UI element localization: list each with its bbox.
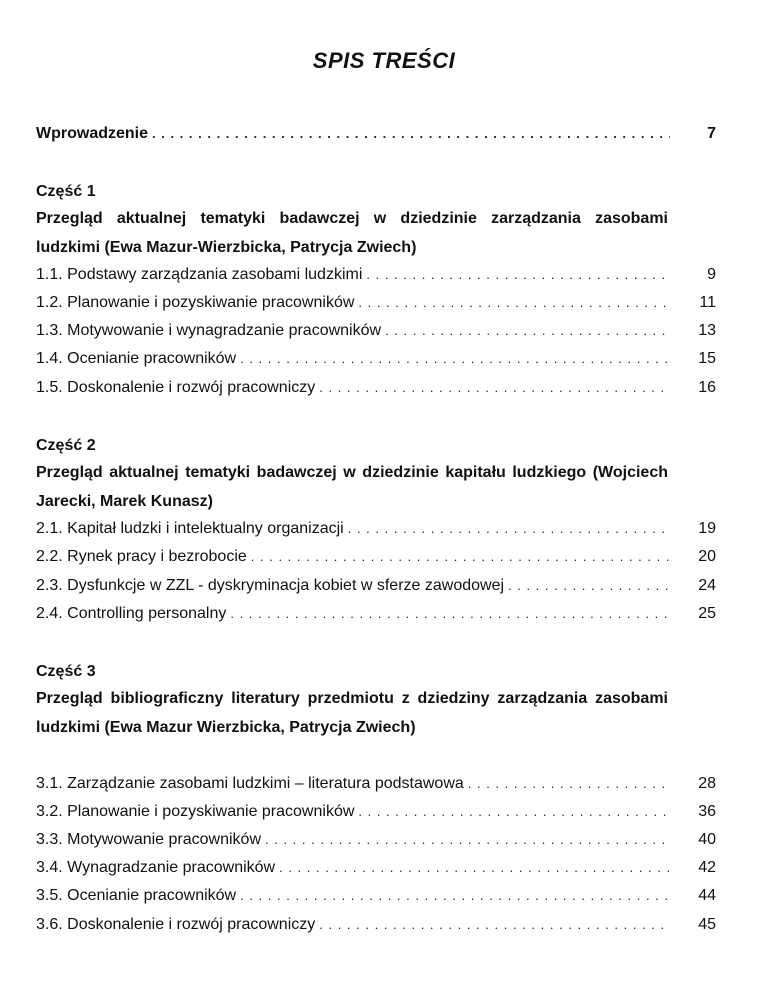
entry-label: 3.5. Ocenianie pracowników [36,887,237,904]
leader-dots [279,856,670,880]
part-1-label: Część 1 [36,183,96,200]
part-2-title: Przegląd aktualnej tematyki badawczej w dziedzinie kapitału ludzkiego (Wojciech Jarecki, Marek Kunasz) [36,464,668,510]
toc-entry-intro[interactable] [36,122,716,146]
leader-dots [251,545,670,569]
leader-dots [230,602,670,626]
toc-entry-3-1[interactable] [36,772,716,796]
part-1-title: Przegląd aktualnej tematyki badawczej w dziedzinie zarządzania zasobami ludzkimi (Ewa Mazur-Wierzbicka, Patrycja Zwiech) [36,210,668,256]
page-number: 28 [698,775,716,792]
entry-label: 3.1. Zarządzanie zasobami ludzkimi – literatura podstawowa [36,775,464,792]
page-number: 44 [698,887,716,904]
leader-dots [265,828,670,852]
page-number: 40 [698,831,716,848]
page-number: 20 [698,548,716,565]
entry-label: 1.5. Doskonalenie i rozwój pracowniczy [36,379,316,396]
entry-label: 2.3. Dysfunkcje w ZZL - dyskryminacja kobiet w sferze zawodowej [36,577,505,594]
toc-entry-3-5[interactable] [36,884,716,908]
entry-label: Wprowadzenie [36,125,149,142]
page-number: 13 [698,322,716,339]
page-number: 24 [698,577,716,594]
page-number: 15 [698,350,716,367]
leader-dots [319,913,670,937]
entry-label: 3.4. Wynagradzanie pracowników [36,859,276,876]
toc-entry-2-4[interactable] [36,602,716,626]
entry-label: 1.3. Motywowanie i wynagradzanie pracowników [36,322,382,339]
page-number: 36 [698,803,716,820]
toc-entry-1-3[interactable] [36,319,716,343]
toc-entry-3-3[interactable] [36,828,716,852]
page-number: 16 [698,379,716,396]
leader-dots [319,376,670,400]
entry-label: 1.2. Planowanie i pozyskiwanie pracowników [36,294,355,311]
toc-entry-3-2[interactable] [36,800,716,824]
entry-label: 3.6. Doskonalenie i rozwój pracowniczy [36,916,316,933]
leader-dots [240,884,670,908]
entry-label: 1.1. Podstawy zarządzania zasobami ludzkimi [36,266,363,283]
page-number: 11 [699,294,716,311]
toc-entry-3-6[interactable] [36,913,716,937]
entry-label: 2.4. Controlling personalny [36,605,227,622]
leader-dots [358,800,670,824]
page-number: 19 [698,520,716,537]
page-title: SPIS TREŚCI [312,48,456,73]
page-number: 9 [707,266,716,283]
part-3-label: Część 3 [36,663,96,680]
toc-entry-1-4[interactable] [36,347,716,371]
page-number: 25 [698,605,716,622]
entry-label: 2.2. Rynek pracy i bezrobocie [36,548,247,565]
entry-label: 1.4. Ocenianie pracowników [36,350,237,367]
toc-entry-2-1[interactable] [36,517,716,541]
leader-dots [468,772,670,796]
entry-label: 2.1. Kapitał ludzki i intelektualny organizacji [36,520,344,537]
leader-dots [240,347,670,371]
leader-dots [152,122,670,146]
toc-entry-1-1[interactable] [36,263,716,287]
leader-dots [348,517,670,541]
page-number: 7 [707,125,716,142]
toc-entry-1-2[interactable] [36,291,716,315]
part-2-label: Część 2 [36,437,96,454]
entry-label: 3.2. Planowanie i pozyskiwanie pracowników [36,803,355,820]
leader-dots [366,263,670,287]
toc-entry-3-4[interactable] [36,856,716,880]
page-number: 42 [698,859,716,876]
entry-label: 3.3. Motywowanie pracowników [36,831,261,848]
page-number: 45 [698,916,716,933]
toc-entry-1-5[interactable] [36,376,716,400]
leader-dots [385,319,670,343]
toc-entry-2-2[interactable] [36,545,716,569]
leader-dots [358,291,670,315]
leader-dots [508,574,670,598]
toc-entry-2-3[interactable] [36,574,716,598]
part-3-title: Przegląd bibliograficzny literatury przedmiotu z dziedziny zarządzania zasobami ludzkimi (Ewa Mazur Wierzbicka, Patrycja Zwiech) [36,690,668,736]
